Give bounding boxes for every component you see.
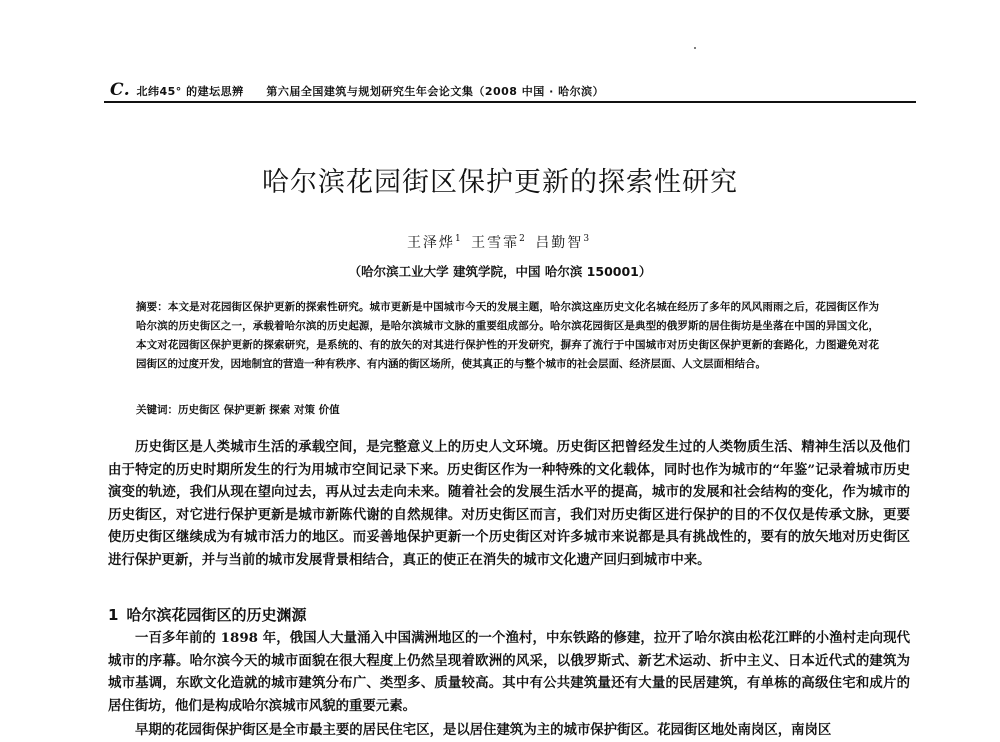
body-paragraph: 早期的花园街保护街区是全市最主要的居民住宅区，是以居住建筑为主的城市保护街区。花园街区地处南岗区，南岗区: [135, 722, 832, 738]
paper-title: 哈尔滨花园街区保护更新的探索性研究: [262, 167, 738, 198]
affiliation: （哈尔滨工业大学 建筑学院，中国 哈尔滨 150001）: [348, 264, 652, 279]
running-head: [110, 80, 910, 100]
header-rule: [104, 101, 916, 103]
author-name: 王泽烨: [406, 235, 455, 251]
abstract-label: 摘要：: [136, 301, 168, 313]
author-mark: 1: [454, 234, 461, 245]
conference-name: 第六届全国建筑与规划研究生年会论文集（2008 中国 · 哈尔滨）: [266, 85, 605, 98]
journal-logo: C.: [110, 80, 131, 100]
body-paragraph: 历史街区是人类城市生活的承载空间，是完整意义上的历史人文环境。历史街区把曾经发生过的人类物质生活、精神生活以及他们由于特定的历史时期所发生的行为用城市空间记录下来。历史街区作为一种特殊的文化载体，同时也作为城市的“年鉴”记录着城市历史演变的轨迹，我们从现在望向过去，再从过去走向未来。随着社会的发展生活水平的提高，城市的发展和社会结构的变化，作为城市的历史街区，对它进行保护更新是城市新陈代谢的自然规律。对历史街区而言，我们对历史街区进行保护的目的不仅仅是传承文脉，更要使历史街区继续成为有城市活力的地区。而妥善地保护更新一个历史街区对许多城市来说都是具有挑战性的，要有的放矢地对历史街区进行保护更新，并与当前的城市发展背景相结合，真正的使正在消失的城市文化遗产回归到城市中来。: [108, 439, 910, 568]
section-number: 1: [108, 606, 119, 624]
keywords-block: [136, 402, 879, 417]
abstract-text: 本文是对花园街区保护更新的探索性研究。城市更新是中国城市今天的发展主题，哈尔滨这座历史文化名城在经历了多年的风风雨雨之后，花园街区作为哈尔滨的历史街区之一，承载着哈尔滨的历史起源，是哈尔滨城市文脉的重要组成部分。哈尔滨花园街区是典型的俄罗斯的居住街坊是坐落在中国的异国文化，本文对花园街区保护更新的探索研究，是系统的、有的放矢的对其进行保护性的开发研究，摒弃了流行于中国城市对历史街区保护更新的套路化，力图避免对花园街区的过度开发，因地制宜的营造一种有秩序、有内涵的街区场所，使其真正的与整个城市的社会层面、经济层面、人文层面相结合。: [136, 301, 880, 370]
scan-speck: [694, 47, 696, 49]
section-title: 哈尔滨花园街区的历史渊源: [126, 606, 307, 624]
author-line: [0, 232, 1000, 252]
author-mark: 3: [583, 234, 590, 245]
keywords-label: 关键词：: [136, 404, 178, 416]
author-mark: 2: [519, 234, 525, 245]
keywords-text: 历史街区 保护更新 探索 对策 价值: [178, 404, 340, 416]
abstract-block: [136, 298, 879, 374]
series-name: 北纬45° 的建坛思辨: [136, 85, 244, 98]
author-name: 吕勤智: [535, 235, 584, 251]
author-name: 王雪霏: [471, 235, 520, 251]
section-heading: [108, 604, 910, 625]
body-paragraph: 一百多年前的 1898 年，俄国人大量涌入中国满洲地区的一个渔村，中东铁路的修建，拉开了哈尔滨由松花江畔的小渔村走向现代城市的序幕。哈尔滨今天的城市面貌在很大程度上仍然呈现着欧洲的风采，以俄罗斯式、新艺术运动、折中主义、日本近代式的建筑为城市基调，东欧文化造就的城市建筑分布广、类型多、质量较高。其中有公共建筑量还有大量的民居建筑，有单栋的高级住宅和成片的居住街坊，他们是构成哈尔滨城市风貌的重要元素。: [108, 630, 910, 714]
